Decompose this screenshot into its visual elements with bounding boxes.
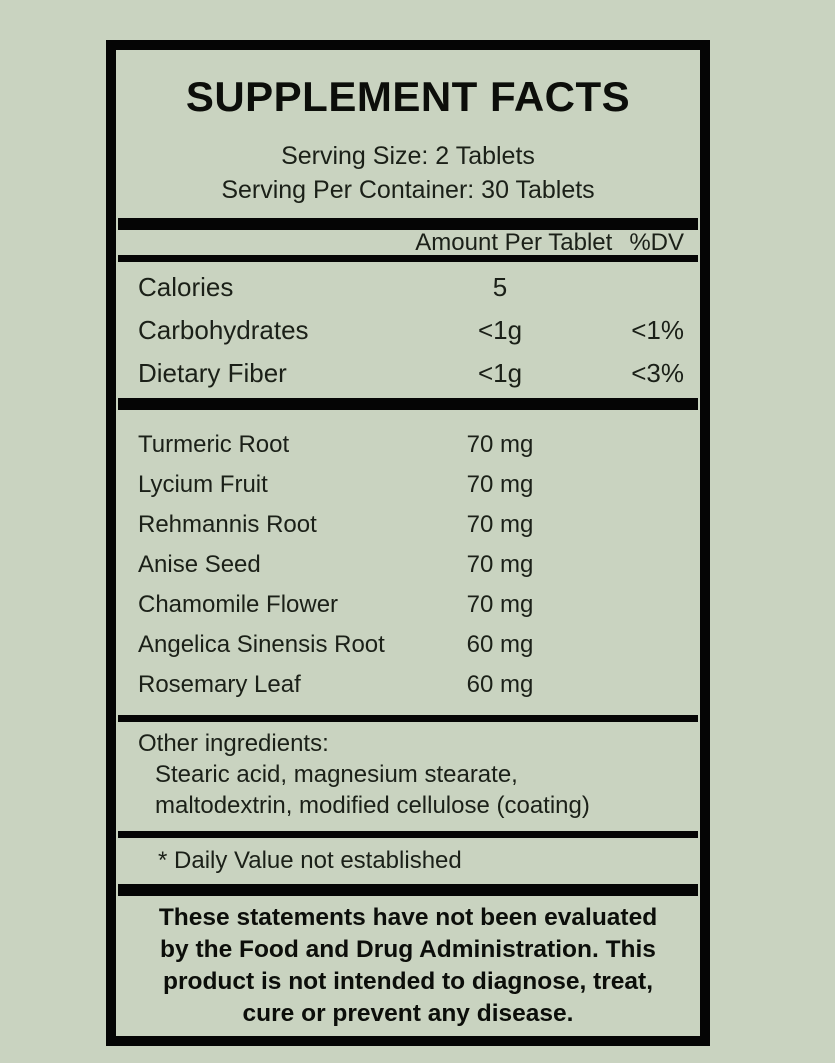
ingredient-row (116, 625, 700, 665)
ingredient-row (116, 585, 700, 625)
disclaimer-line: These statements have not been evaluated (158, 904, 658, 931)
percent-dv-header: %DV (629, 228, 684, 256)
other-ingredients-heading: Other ingredients: (138, 730, 329, 757)
supplement-facts-title: SUPPLEMENT FACTS (185, 73, 631, 120)
nutrient-dv: <1% (631, 315, 684, 345)
section-divider (118, 715, 698, 722)
daily-value-footnote-section (116, 838, 700, 884)
nutrient-dv: <3% (631, 358, 684, 388)
other-ingredients-line: maltodextrin, modified cellulose (coating) (155, 792, 590, 819)
ingredient-name: Rehmannis Root (138, 511, 317, 538)
section-divider (118, 255, 698, 262)
supplement-facts-label (106, 40, 710, 1046)
disclaimer-line: by the Food and Drug Administration. This (160, 936, 656, 963)
disclaimer-line: cure or prevent any disease. (242, 1000, 574, 1027)
ingredient-name: Angelica Sinensis Root (138, 631, 385, 658)
daily-value-footnote: * Daily Value not established (158, 847, 462, 874)
disclaimer-line: product is not intended to diagnose, treat, (162, 968, 653, 995)
nutrition-section (116, 262, 700, 398)
ingredient-row (116, 545, 700, 585)
servings-per-container-text: Serving Per Container: 30 Tablets (221, 176, 595, 204)
ingredient-amount: 60 mg (466, 631, 534, 658)
nutrient-name: Dietary Fiber (138, 358, 287, 388)
ingredient-amount: 70 mg (466, 471, 534, 498)
section-divider (118, 884, 698, 896)
ingredient-row (116, 505, 700, 545)
nutrient-name: Carbohydrates (138, 315, 309, 345)
nutrition-row (116, 309, 700, 352)
nutrient-amount: <1g (477, 358, 523, 388)
ingredient-row (116, 465, 700, 505)
ingredient-amount: 70 mg (466, 511, 534, 538)
ingredient-name: Lycium Fruit (138, 471, 268, 498)
serving-size-text: Serving Size: 2 Tablets (281, 142, 535, 170)
ingredient-amount: 70 mg (466, 431, 534, 458)
label-header-section (116, 50, 700, 218)
nutrition-row (116, 352, 700, 395)
ingredient-amount: 70 mg (466, 591, 534, 618)
nutrient-amount: 5 (492, 272, 508, 302)
ingredient-name: Chamomile Flower (138, 591, 339, 618)
ingredient-row (116, 665, 700, 705)
ingredient-name: Rosemary Leaf (138, 671, 301, 698)
column-header-row (116, 230, 700, 255)
ingredient-amount: 70 mg (466, 551, 534, 578)
ingredient-name: Turmeric Root (138, 431, 290, 458)
ingredient-row (116, 425, 700, 465)
nutrient-amount: <1g (477, 315, 523, 345)
amount-per-tablet-header: Amount Per Tablet (415, 228, 613, 256)
other-ingredients-line: Stearic acid, magnesium stearate, (155, 761, 518, 788)
ingredient-name: Anise Seed (138, 551, 261, 578)
section-divider (118, 398, 698, 410)
nutrient-name: Calories (138, 272, 234, 302)
nutrition-row (116, 266, 700, 309)
other-ingredients-section (116, 722, 700, 831)
ingredient-amount: 60 mg (466, 671, 534, 698)
section-divider (118, 831, 698, 838)
fda-disclaimer-section (116, 896, 700, 1036)
active-ingredients-section (116, 410, 700, 715)
